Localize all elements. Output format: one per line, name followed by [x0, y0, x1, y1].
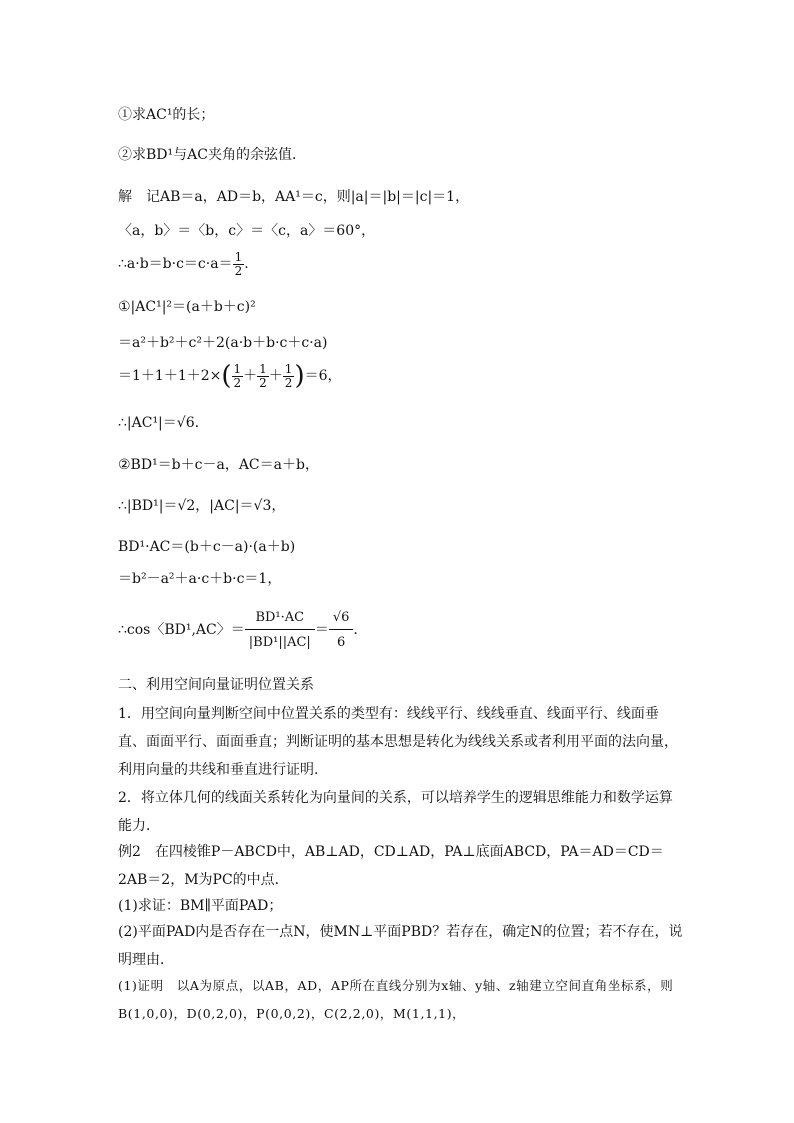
fraction-numerator: 1	[284, 361, 293, 376]
part2-line1: ②BD¹＝b＋c－a，AC＝a＋b，	[118, 457, 319, 473]
fraction-half-2	[257, 363, 269, 390]
part2-line3: BD¹·AC＝(b＋c－a)·(a＋b)	[118, 539, 296, 555]
fraction-numerator: 1	[259, 361, 267, 376]
angle-equalities: 〈a，b〉＝〈b，c〉＝〈c，a〉＝60°，	[118, 223, 376, 239]
cosine-line	[118, 600, 358, 660]
part2-line2: ∴|BD¹|＝√2，|AC|＝√3，	[118, 498, 286, 514]
part2-line4: ＝b²－a²＋a·c＋b·c＝1，	[118, 571, 282, 587]
section-heading: 二、利用空间向量证明位置关系	[118, 677, 314, 693]
cosine-result-numerator: √6	[329, 609, 354, 630]
part1-line3-suffix: ＝6，	[304, 368, 342, 384]
right-paren-icon: )	[294, 361, 305, 391]
cosine-numerator: BD¹·AC	[245, 609, 315, 630]
cosine-result-fraction	[329, 609, 354, 652]
dot-product-suffix: .	[244, 256, 249, 272]
fraction-half-3	[283, 363, 295, 390]
section-item-1: 1．用空间向量判断空间中位置关系的类型有：线线平行、线线垂直、线面平行、线面垂直、面面平行、面面垂直；判断证明的基本思想是转化为线线关系或者利用平面的法向量，利用向量的共线和垂直进行证明.	[118, 706, 678, 778]
fraction-denominator: 2	[284, 375, 293, 390]
fraction-numerator: 1	[233, 361, 242, 376]
left-paren-icon: (	[221, 361, 232, 391]
fraction-half-1	[232, 363, 244, 390]
part1-line3: ＝1＋1＋1＋2×( $\frac{1}{2}$ ＋ $\frac{1}{2}$ ＋ $\frac{1}{2}$ )＝6，	[118, 361, 342, 391]
part1-line3-prefix: ＝1＋1＋1＋2×	[118, 368, 222, 384]
fraction-denominator: 2	[259, 375, 267, 390]
cosine-denominator: |BD¹||AC|	[248, 634, 311, 650]
example-proof: (1)证明 以A为原点，以AB，AD，AP所在直线分别为x轴、y轴、z轴建立空间直角坐标系，则B(1,0,0)，D(0,2,0)，P(0,0,2)，C(2,2,0)，M(1,1,1)，	[118, 978, 674, 1021]
dot-product-line	[118, 250, 249, 278]
section-item-2: 2．将立体几何的线面关系转化为向量间的关系，可以培养学生的逻辑思维能力和数学运算能力．	[118, 790, 673, 834]
cosine-prefix: ∴cos〈BD¹,AC〉＝	[118, 622, 245, 638]
cosine-suffix: .	[353, 622, 358, 638]
cosine-fraction	[245, 609, 315, 652]
fraction-numerator: 1	[234, 249, 243, 264]
question-1: ①求AC¹的长；	[118, 107, 215, 123]
part1-line2: ＝a²＋b²＋c²＋2(a·b＋b·c＋c·a)	[118, 335, 328, 351]
solution-intro: 解 记AB＝a，AD＝b，AA¹＝c，则|a|＝|b|＝|c|＝1，	[118, 189, 470, 205]
part1-line1: ①|AC¹|²＝(a＋b＋c)²	[118, 299, 256, 315]
part1-result: ∴|AC¹|＝√6.	[118, 415, 200, 431]
example-part-2: (2)平面PAD内是否存在一点N，使MN⊥平面PBD？若存在，确定N的位置；若不存在，说明理由．	[118, 924, 683, 968]
fraction-denominator: 2	[234, 263, 243, 278]
dot-product-prefix: ∴a·b＝b·c＝c·a＝	[118, 256, 233, 272]
fraction-denominator: 2	[233, 375, 242, 390]
cosine-result-denominator: 6	[336, 634, 346, 650]
question-2: ②求BD¹与AC夹角的余弦值．	[118, 147, 306, 163]
example-part-1: (1)求证：BM∥平面PAD；	[118, 898, 283, 914]
example-stem: 例2 在四棱锥P－ABCD中，AB⊥AD，CD⊥AD，PA⊥底面ABCD，PA＝AD＝CD＝2AB＝2，M为PC的中点．	[118, 844, 664, 888]
cosine-equals: ＝	[314, 622, 329, 638]
fraction-one-half	[233, 251, 245, 278]
